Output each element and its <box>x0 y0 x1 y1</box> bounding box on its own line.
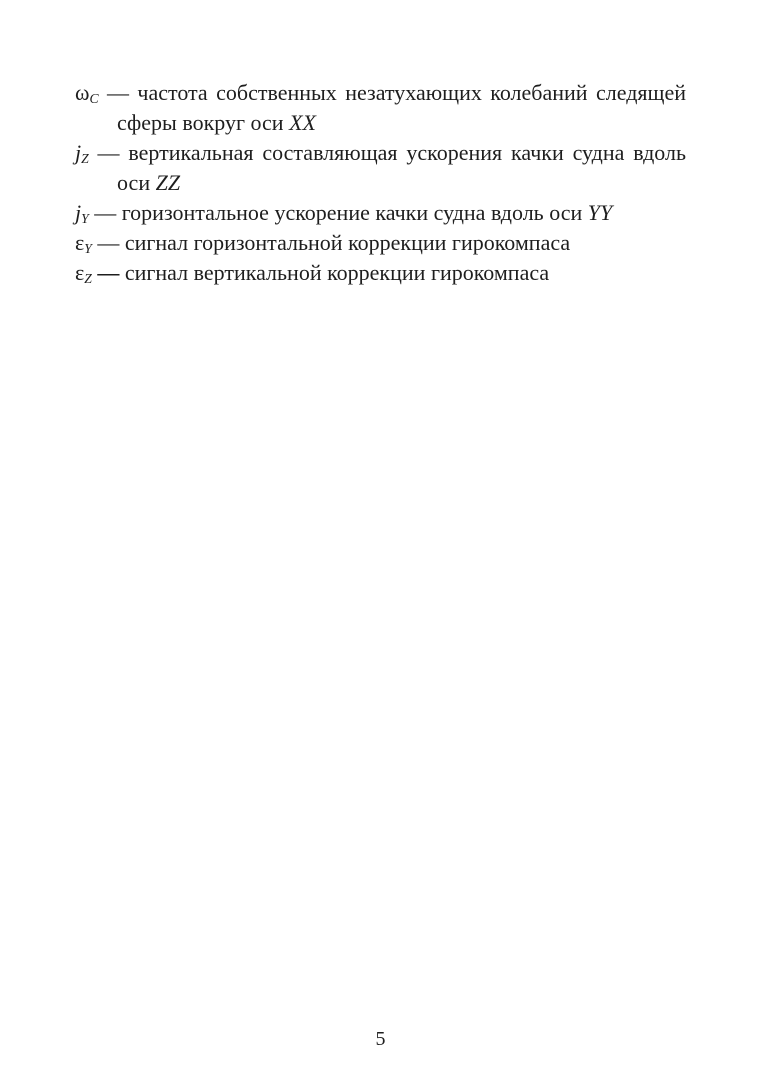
definition-text: вертикальная составляющая ускорения качки судна вдоль <box>128 140 686 165</box>
definition-text: частота собственных незатухающих колебаний следящей <box>137 80 687 105</box>
definition-dash: — <box>97 260 120 285</box>
definition-symbol: εY <box>75 230 92 256</box>
definitions-list <box>75 78 686 288</box>
definition-continuation-line <box>75 108 686 138</box>
definition-symbol: jZ <box>75 140 89 166</box>
definition-text: горизонтальное ускорение качки судна вдоль оси <box>121 200 588 225</box>
definition-first-line <box>75 78 686 108</box>
symbol-subscript: Y <box>84 241 92 256</box>
definition-continuation-line <box>75 168 686 198</box>
definition-dash: — <box>107 80 129 105</box>
definition-first-line <box>75 258 686 288</box>
definition-first-line <box>75 138 686 168</box>
symbol-subscript: Z <box>84 271 92 286</box>
definition-item <box>75 138 686 198</box>
symbol-subscript: C <box>89 91 99 106</box>
axis-variable: XX <box>289 110 316 135</box>
definition-first-line <box>75 228 686 258</box>
definition-symbol: jY <box>75 200 89 226</box>
definition-text: сферы вокруг оси <box>117 110 290 135</box>
page-number: 5 <box>375 1028 386 1050</box>
definition-text: оси <box>117 170 156 195</box>
definition-first-line <box>75 198 686 228</box>
definition-dash: — <box>94 200 117 225</box>
definition-symbol: εZ <box>75 260 92 286</box>
definition-text: сигнал горизонтальной коррекции гирокомпаса <box>124 230 571 255</box>
definition-dash: — <box>97 230 120 255</box>
definition-item <box>75 228 686 258</box>
definition-text: сигнал вертикальной коррекции гирокомпаса <box>124 260 550 285</box>
definition-dash: — <box>97 140 120 165</box>
definition-item <box>75 258 686 288</box>
definition-item <box>75 78 686 138</box>
axis-variable: ZZ <box>155 170 181 195</box>
symbol-subscript: Y <box>81 211 89 226</box>
axis-variable: YY <box>587 200 613 225</box>
definition-symbol: ωC <box>75 80 99 106</box>
definition-item <box>75 198 686 228</box>
symbol-subscript: Z <box>81 151 89 166</box>
